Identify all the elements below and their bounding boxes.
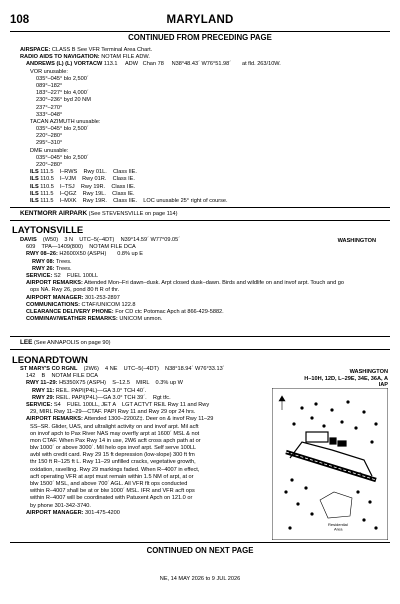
text-line: 220°–280°: [36, 133, 63, 140]
section-rule: [10, 220, 390, 221]
text-line: ILS 110.5 I–VJM Rwy 01R. Class IE.: [30, 176, 135, 183]
text-line: COMMUNICATIONS: CTAF/UNICOM 122.8: [26, 301, 136, 308]
tree-icon: [368, 500, 371, 503]
tree-icon: [310, 416, 313, 419]
page-number: 108: [10, 14, 30, 26]
tree-icon: [296, 502, 299, 505]
section-rule: [10, 207, 390, 208]
text-line: RWY 11–29: H5350X75 (ASPH) S–12.5 MIRL 0.3% up W: [26, 380, 183, 387]
text-line: DME unusable:: [30, 147, 69, 154]
text-line: ILS 111.5 I–MXK Rwy 19R. Class IIE. LOC unusable 25° right of course.: [30, 197, 228, 204]
text-line: SERVICE: S2 FUEL 100LL: [26, 272, 99, 279]
tree-icon: [284, 490, 287, 493]
tree-icon: [314, 402, 317, 405]
text-line: thr 150 ft R–125 ft L. Rwy 11–29 unfilled cracks, vegetative growth,: [30, 459, 196, 466]
text-line: ILS 111.5 I–RWS Rwy 01L. Class IIE.: [30, 169, 137, 176]
kentmorr-name: KENTMORR AIRPARK: [20, 210, 88, 217]
leonardtown-state-tag: WASHINGTON: [349, 369, 388, 375]
text-line: ST MARY'S CO RGNL (2W6) 4 NE UTC–5(–4DT) N38°18.94´ W76°33.13´: [20, 366, 225, 372]
text-line: ILS 111.5 I–QGZ Rwy 19L. Class IE.: [30, 190, 135, 197]
text-line: AIRPORT MANAGER: 301-253-2897: [26, 294, 120, 301]
city-leonardtown: LEONARDTOWN: [12, 355, 88, 366]
text-line: acft operating VFR at arpt must remain within 1.5 NM of arpt, at or: [30, 473, 194, 480]
text-line: 295°–310°: [36, 140, 63, 147]
text-line: blw 1000´ or above 3000´. Mil helo ops invof arpt. Self serve 100LL: [30, 445, 197, 452]
text-line: 035°–045° blo 2,500´: [36, 154, 89, 161]
tree-icon: [340, 420, 343, 423]
text-line: on invof apch to Pax River NAS may overfly arpt at 1600´ MSL & not: [30, 430, 200, 437]
lee-name: LEE: [20, 339, 33, 346]
text-line: RWY 08–26: H2600X50 (ASPH) 0.8% up E: [26, 251, 144, 258]
text-line: TACAN AZIMUTH unusable:: [30, 118, 101, 125]
text-line: ANDREWS (L) (L) VORTACW 113.1 ADW Chan 78 N38°48.43´ W76°51.98´ at fld. 263/10W.: [26, 61, 281, 68]
tree-icon: [356, 490, 359, 493]
tree-icon: [322, 424, 325, 427]
text-line: avbl with credit card. Rwy 29 15 ft depression (low-slope) 300 ft fm: [30, 452, 195, 459]
text-line: 220°–280°: [36, 162, 63, 168]
text-line: mon CTAF. When Pax Rwy 14 in use, 2W6 acft cross apch path at or: [30, 437, 201, 444]
tree-icon: [304, 486, 307, 489]
continued-next-label: CONTINUED ON NEXT PAGE: [146, 546, 254, 555]
residential-area-label: Residential Area: [328, 522, 348, 532]
text-line: AIRPORT MANAGER: 301-475-4200: [26, 509, 120, 516]
davis-airport-entry: [20, 237, 388, 323]
lee-crossref: [20, 339, 111, 346]
tree-icon: [330, 408, 333, 411]
header-rule: [10, 31, 390, 32]
section-rule: [10, 349, 390, 350]
text-line: 035°–045° blo 2,500´: [36, 75, 89, 82]
text-line: AIRPORT REMARKS: Attended Mon–Fri dawn–dusk. Arpt closed dusk–dawn. Birds and wildlife on and invof arpt. Touch and go: [26, 280, 344, 287]
text-line: VOR unusable:: [30, 68, 68, 75]
tree-icon: [310, 512, 313, 515]
st-marys-airport-entry: [20, 366, 270, 517]
kentmorr-ref[interactable]: (See STEVENSVILLE on page 114): [88, 211, 178, 217]
tree-icon: [362, 518, 365, 521]
tree-icon: [292, 422, 295, 425]
text-line: 089°–182°: [36, 82, 63, 89]
text-line: ops NA. Rwy 26, pond 80 ft R of thr.: [30, 287, 120, 294]
tree-icon: [374, 526, 377, 529]
text-line: RWY 26: Trees.: [32, 265, 72, 272]
text-line: 230°–236° byd 20 NM: [36, 97, 91, 104]
text-line: SERVICE: S4 FUEL 100LL, JET A LGT ACTVT REIL Rwy 11 and Rwy: [26, 401, 210, 408]
page-header: [10, 14, 390, 30]
tree-icon: [362, 410, 365, 413]
tree-icon: [346, 400, 349, 403]
airport-diagram: [272, 388, 388, 540]
text-line: within R–4007 shall be at or blw 1000´ MSL. IFR and VFR acft ops: [30, 488, 195, 495]
text-line: ILS 110.5 I–TSJ Rwy 19R. Class IIE.: [30, 183, 136, 190]
laytonsville-state-tag: WASHINGTON: [337, 238, 376, 244]
footer-rule: [10, 542, 390, 543]
tree-icon: [374, 422, 377, 425]
effective-dates: NE, 14 MAY 2026 to 9 JUL 2026: [159, 576, 241, 582]
text-line: 142 B NOTAM FILE DCA: [26, 373, 99, 380]
lee-ref[interactable]: (See ANNAPOLIS on page 90): [34, 340, 111, 346]
city-laytonsville: LAYTONSVILLE: [12, 225, 84, 236]
leonardtown-chart-refs: [304, 376, 388, 388]
text-line: 183°–227° blo 4,000´: [36, 90, 89, 97]
tree-icon: [290, 478, 293, 481]
text-line: DAVIS (W50) 3 N UTC–5(–4DT) N39°14.59´ W77°09.05´: [20, 237, 181, 243]
tree-icon: [300, 406, 303, 409]
section-rule: [10, 336, 390, 337]
tree-icon: [288, 526, 291, 529]
text-line: RADIO AIDS TO NAVIGATION: NOTAM FILE ADW.: [20, 54, 150, 61]
text-line: oxidation, ravelling. Rwy 29 markings faded. When R–4007 in effect,: [30, 466, 200, 473]
text-line: 333°–048°: [36, 111, 63, 118]
state-title: MARYLAND: [166, 14, 234, 26]
text-line: AIRSPACE: CLASS B See VFR Terminal Area Chart.: [20, 47, 153, 53]
text-line: SS–SR. Glider, UAS, and ultralight activity on and invof arpt. Mil acft: [30, 423, 199, 430]
text-line: CLEARANCE DELIVERY PHONE: For CD ctc Potomac Apch at 866-429-5882.: [26, 308, 224, 315]
text-line: RWY 29: REIL. PAPI(P4L)—GA 3.0° TCH 39´. Rgt tfc.: [32, 394, 171, 401]
text-line: by phone 301-342-3740.: [30, 502, 91, 509]
chart-ref-line: H–10H, 12D, L–29E, 34E, 36A, A: [304, 376, 388, 382]
text-line: COMM/NAV/WEATHER REMARKS: UNICOM unmon.: [26, 316, 163, 323]
andrews-continuation: [20, 47, 388, 205]
text-line: 035°–045° blo 2,500´: [36, 126, 89, 133]
text-line: blw 1500´ MSL, and above 700´ AGL. All VFR flt ops conducted: [30, 481, 188, 487]
text-line: 237°–270°: [36, 104, 63, 111]
kentmorr-crossref: [20, 210, 178, 217]
text-line: RWY 11: REIL. PAPI(P4L)—GA 3.0° TCH 40´.: [32, 387, 147, 394]
tree-icon: [354, 426, 357, 429]
text-line: 609 TPA—1409(800) NOTAM FILE DCA: [26, 244, 136, 251]
tree-icon: [370, 440, 373, 443]
text-line: AIRPORT REMARKS: Attended 1300–2200Z‡. Deer on & invof Rwy 11–29: [26, 416, 214, 423]
text-line: within R–4007 will be coordinated with Patuxent Apch on 121.0 or: [30, 495, 193, 502]
iap-label: IAP: [378, 382, 388, 388]
text-line: 29, MIRL Rwy 11–29—CTAF. PAPI Rwy 11 and Rwy 29 opr 24 hrs.: [30, 409, 196, 416]
text-line: RWY 08: Trees.: [32, 258, 72, 265]
continued-from-label: CONTINUED FROM PRECEDING PAGE: [128, 33, 272, 42]
